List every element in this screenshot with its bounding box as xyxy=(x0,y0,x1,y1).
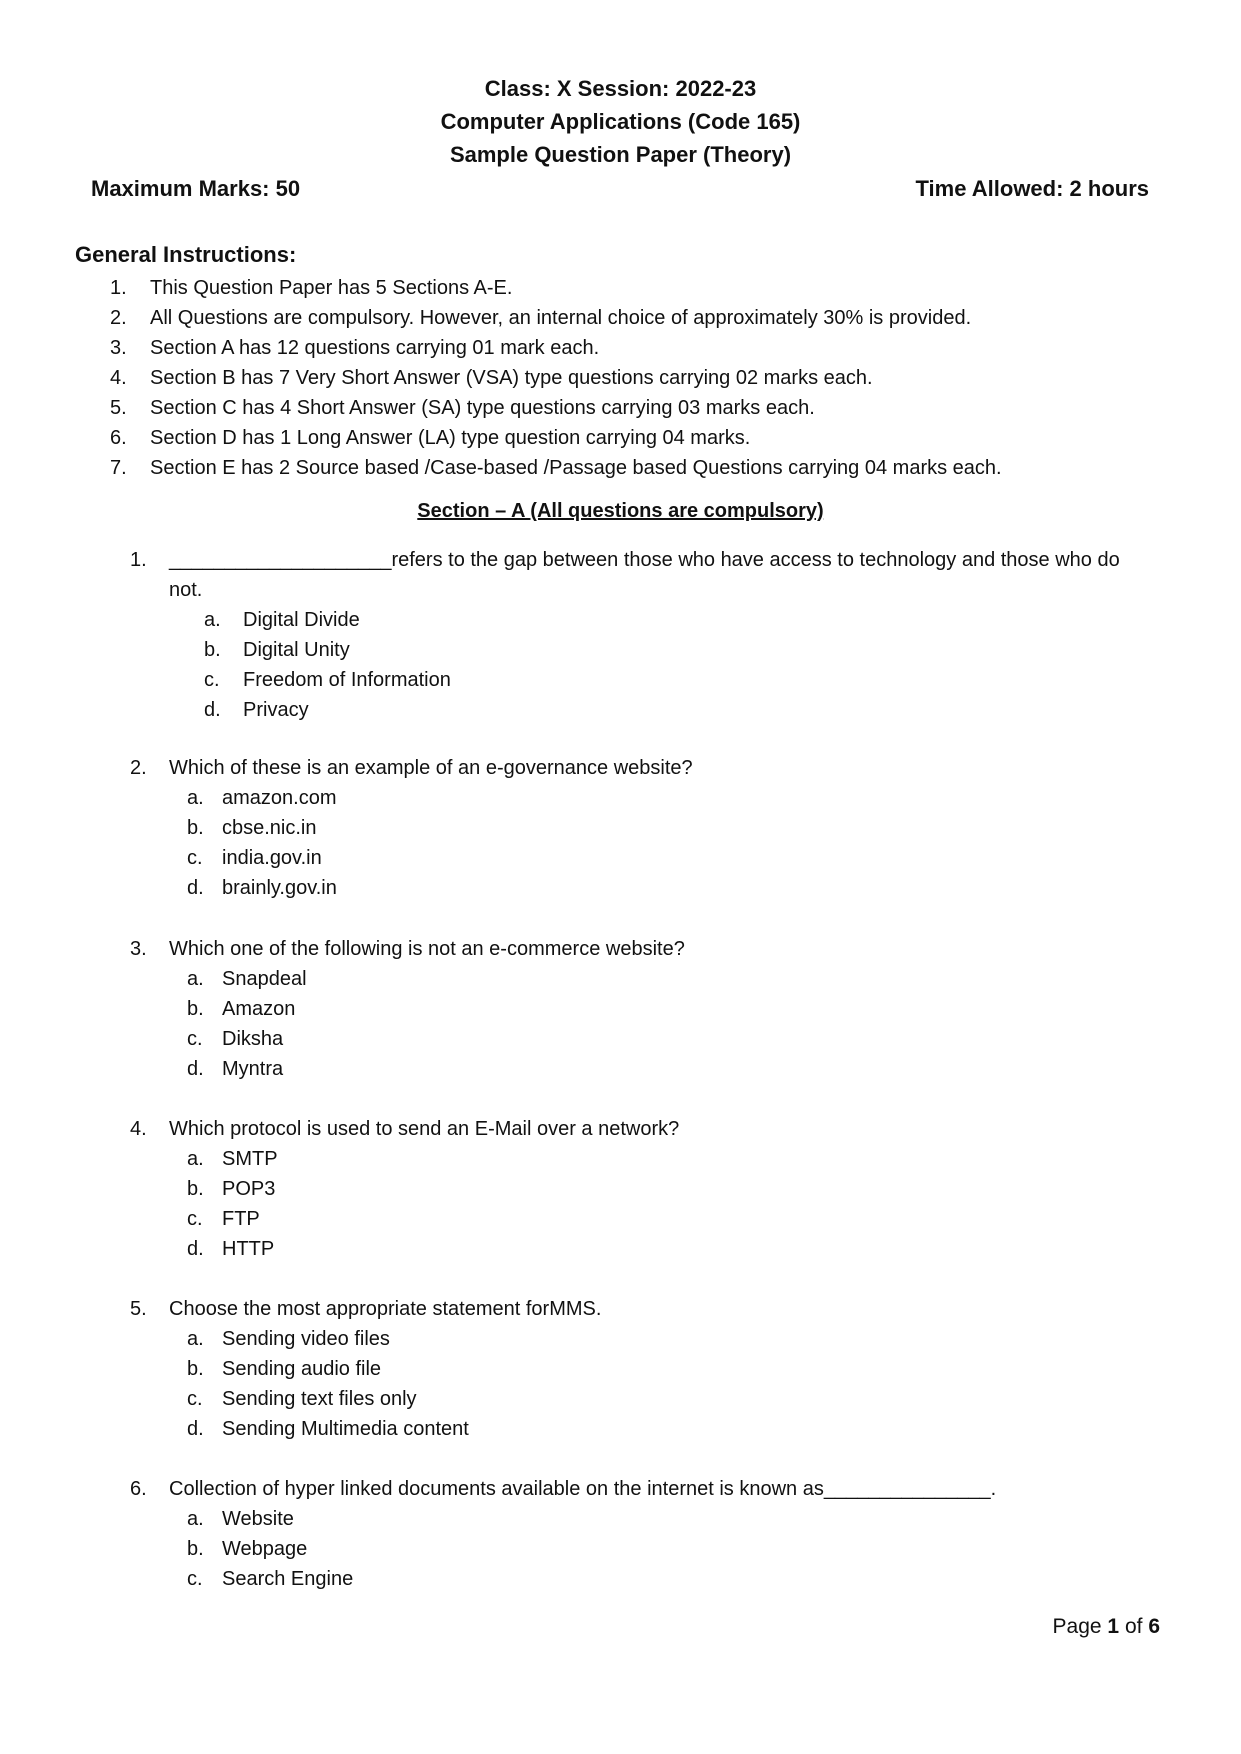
question-text-continued: not. xyxy=(169,579,203,601)
option-label: b. xyxy=(187,1538,204,1560)
option-label: a. xyxy=(187,787,204,809)
option-label: b. xyxy=(187,1358,204,1380)
option-item xyxy=(187,964,1170,994)
instruction-number: 1. xyxy=(110,277,127,299)
paper-type-heading: Sample Question Paper (Theory) xyxy=(449,142,792,167)
option-item xyxy=(204,695,1170,725)
option-label: b. xyxy=(187,817,204,839)
question-number: 2. xyxy=(130,757,147,779)
option-text: Diksha xyxy=(222,1028,284,1050)
option-text: Sending Multimedia content xyxy=(222,1418,469,1440)
option-label: c. xyxy=(187,1388,203,1410)
option-item xyxy=(187,1414,1170,1444)
options-list xyxy=(130,964,1170,1084)
option-text: Freedom of Information xyxy=(243,669,451,691)
option-item xyxy=(187,1534,1170,1564)
question-text: ____________________refers to the gap between those who have access to technology and those who do xyxy=(169,549,1120,571)
option-item xyxy=(187,1354,1170,1384)
option-label: d. xyxy=(187,1058,204,1080)
option-item xyxy=(187,1024,1170,1054)
instruction-number: 5. xyxy=(110,397,127,419)
option-text: Sending audio file xyxy=(222,1358,382,1380)
options-list xyxy=(130,783,1170,903)
instruction-text: Section A has 12 questions carrying 01 mark each. xyxy=(150,337,600,359)
maximum-marks: Maximum Marks: 50 xyxy=(91,176,301,201)
options-list xyxy=(130,1144,1170,1264)
option-label: b. xyxy=(187,998,204,1020)
instruction-number: 6. xyxy=(110,427,127,449)
question-number: 3. xyxy=(130,938,147,960)
total-page-count: 6 xyxy=(1148,1615,1160,1638)
option-item xyxy=(187,994,1170,1024)
option-label: a. xyxy=(204,609,221,631)
option-item xyxy=(187,1054,1170,1084)
time-allowed: Time Allowed: 2 hours xyxy=(915,176,1149,201)
option-text: SMTP xyxy=(222,1148,278,1170)
option-label: a. xyxy=(187,1508,204,1530)
option-text: Sending video files xyxy=(222,1328,390,1350)
option-text: cbse.nic.in xyxy=(222,817,317,839)
section-a-title: Section – A (All questions are compulsory) xyxy=(417,500,824,522)
instruction-text: This Question Paper has 5 Sections A-E. xyxy=(150,277,513,299)
class-session-heading: Class: X Session: 2022-23 xyxy=(484,76,757,101)
option-label: d. xyxy=(187,877,204,899)
option-text: Snapdeal xyxy=(222,968,307,990)
option-item xyxy=(187,1324,1170,1354)
instruction-item xyxy=(110,273,1002,303)
options-list xyxy=(130,1324,1170,1444)
instruction-item xyxy=(110,423,1002,453)
option-label: d. xyxy=(204,699,221,721)
option-text: amazon.com xyxy=(222,787,337,809)
option-text: Privacy xyxy=(243,699,309,721)
instructions-title: General Instructions: xyxy=(75,242,297,267)
question-text: Collection of hyper linked documents available on the internet is known as_______________. xyxy=(169,1478,997,1500)
question-1 xyxy=(130,545,1170,725)
option-item xyxy=(187,1564,1170,1594)
question-2 xyxy=(130,753,1170,903)
option-item xyxy=(187,1204,1170,1234)
question-text: Choose the most appropriate statement forMMS. xyxy=(169,1298,602,1320)
question-text: Which of these is an example of an e-governance website? xyxy=(169,757,693,779)
question-6 xyxy=(130,1474,1170,1594)
option-text: Sending text files only xyxy=(222,1388,417,1410)
option-item xyxy=(187,873,1170,903)
instruction-item xyxy=(110,393,1002,423)
question-number: 6. xyxy=(130,1478,147,1500)
options-list xyxy=(130,1504,1170,1594)
question-number: 1. xyxy=(130,549,147,571)
instructions-list xyxy=(110,273,1002,483)
question-number: 5. xyxy=(130,1298,147,1320)
instruction-text: All Questions are compulsory. However, an internal choice of approximately 30% is provided. xyxy=(150,307,972,329)
option-item xyxy=(187,813,1170,843)
option-item xyxy=(204,665,1170,695)
instruction-item xyxy=(110,303,1002,333)
instruction-text: Section C has 4 Short Answer (SA) type questions carrying 03 marks each. xyxy=(150,397,815,419)
option-text: Myntra xyxy=(222,1058,284,1080)
option-item xyxy=(187,783,1170,813)
page-word: Page xyxy=(1052,1615,1102,1638)
instruction-number: 4. xyxy=(110,367,127,389)
options-list xyxy=(130,605,1170,725)
page-number-footer xyxy=(1053,1615,1160,1639)
instruction-number: 2. xyxy=(110,307,127,329)
option-label: c. xyxy=(187,1568,203,1590)
instruction-text: Section E has 2 Source based /Case-based /Passage based Questions carrying 04 marks each. xyxy=(150,457,1002,479)
option-text: POP3 xyxy=(222,1178,276,1200)
option-item xyxy=(187,1384,1170,1414)
question-text: Which protocol is used to send an E-Mail over a network? xyxy=(169,1118,680,1140)
option-text: HTTP xyxy=(222,1238,275,1260)
option-label: a. xyxy=(187,1328,204,1350)
option-item xyxy=(187,1174,1170,1204)
question-4 xyxy=(130,1114,1170,1264)
option-item xyxy=(204,605,1170,635)
option-label: a. xyxy=(187,968,204,990)
option-label: c. xyxy=(187,1028,203,1050)
option-label: a. xyxy=(187,1148,204,1170)
option-item xyxy=(187,843,1170,873)
instruction-text: Section D has 1 Long Answer (LA) type question carrying 04 marks. xyxy=(150,427,751,449)
option-text: Digital Divide xyxy=(243,609,360,631)
option-label: c. xyxy=(204,669,220,691)
subject-heading: Computer Applications (Code 165) xyxy=(440,109,801,134)
option-item xyxy=(204,635,1170,665)
question-number: 4. xyxy=(130,1118,147,1140)
option-label: d. xyxy=(187,1238,204,1260)
option-label: b. xyxy=(187,1178,204,1200)
option-item xyxy=(187,1234,1170,1264)
question-3 xyxy=(130,934,1170,1084)
option-label: c. xyxy=(187,847,203,869)
option-text: Amazon xyxy=(222,998,296,1020)
instruction-number: 7. xyxy=(110,457,127,479)
option-label: c. xyxy=(187,1208,203,1230)
question-text: Which one of the following is not an e-commerce website? xyxy=(169,938,685,960)
option-item xyxy=(187,1144,1170,1174)
question-5 xyxy=(130,1294,1170,1444)
option-text: Search Engine xyxy=(222,1568,354,1590)
option-text: Website xyxy=(222,1508,294,1530)
option-text: Digital Unity xyxy=(243,639,350,661)
current-page-number: 1 xyxy=(1107,1615,1120,1638)
option-text: india.gov.in xyxy=(222,847,322,869)
instruction-number: 3. xyxy=(110,337,127,359)
instruction-item xyxy=(110,363,1002,393)
option-text: FTP xyxy=(222,1208,260,1230)
option-label: b. xyxy=(204,639,221,661)
option-label: d. xyxy=(187,1418,204,1440)
of-word: of xyxy=(1124,1615,1143,1638)
option-text: brainly.gov.in xyxy=(222,877,337,899)
instruction-item xyxy=(110,333,1002,363)
instruction-item xyxy=(110,453,1002,483)
option-item xyxy=(187,1504,1170,1534)
option-text: Webpage xyxy=(222,1538,308,1560)
instruction-text: Section B has 7 Very Short Answer (VSA) type questions carrying 02 marks each. xyxy=(150,367,873,389)
